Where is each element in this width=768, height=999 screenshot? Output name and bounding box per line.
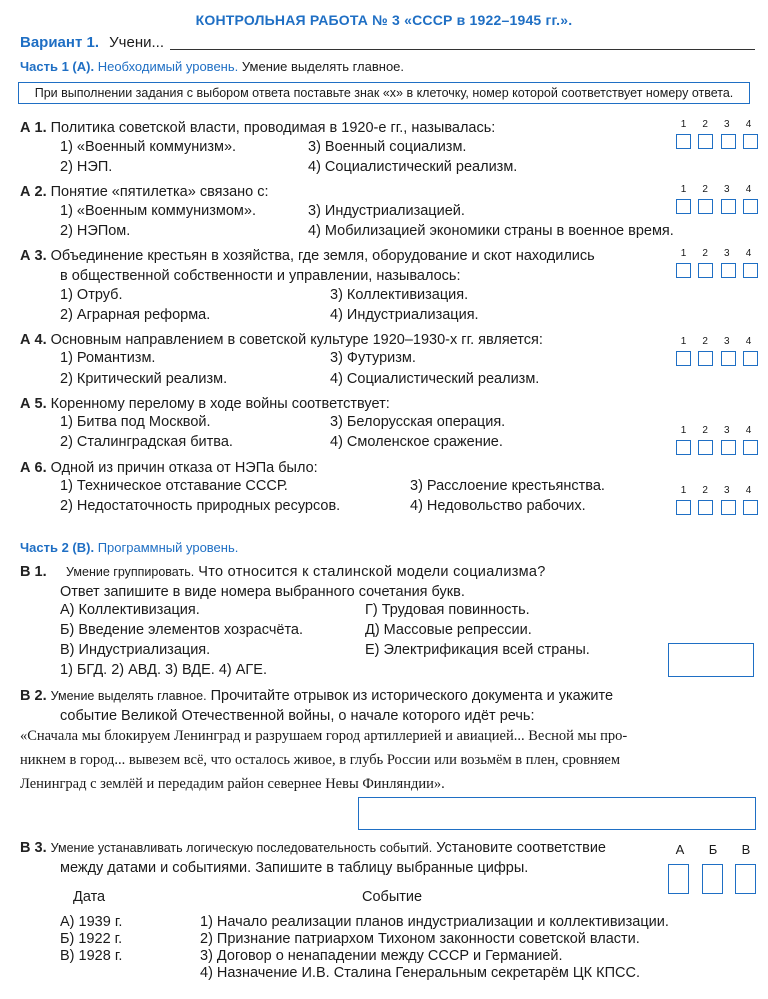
option: 4) Недовольство рабочих. [410, 498, 586, 514]
answer-letter: А [675, 842, 685, 857]
answer-number: 4 [745, 248, 752, 259]
instruction-box: При выполнении задания с выбором ответа поставьте знак «х» в клеточку, номер которой соответствует номеру ответа. [18, 82, 750, 104]
answer-number: 3 [724, 485, 730, 496]
answer-numbers-a4 [675, 336, 757, 347]
part1-heading [20, 59, 404, 74]
answer-table-b3 [668, 864, 756, 894]
option: Б) Введение элементов хозрасчёта. [60, 622, 304, 638]
question-text-cont: между датами и событиями. Запишите в таблицу выбранные цифры. [60, 860, 529, 876]
part2-heading [20, 540, 238, 555]
answer-number: 2 [702, 485, 708, 496]
question-number: А 2. [20, 184, 47, 200]
question-b2 [20, 686, 613, 706]
option: 2) НЭПом. [60, 223, 131, 239]
answer-boxes-a5 [676, 440, 758, 455]
answer-combinations: 1) БГД. 2) АВД. 3) ВДЕ. 4) АГЕ. [60, 662, 267, 678]
question-skill: Умение устанавливать логическую последовательность событий. [50, 841, 433, 855]
option: 1) Битва под Москвой. [60, 414, 211, 430]
option: 3) Индустриализацией. [308, 203, 465, 219]
question-a6 [20, 458, 318, 478]
answer-number: 1 [680, 336, 687, 347]
option: 4) Социалистический реализм. [330, 371, 540, 387]
answer-number: 1 [680, 119, 687, 130]
answer-number: 3 [724, 119, 730, 130]
answer-numbers-a1 [675, 119, 757, 130]
option: 4) Мобилизацией экономики страны в военное время. [308, 223, 674, 239]
answer-checkbox-4[interactable] [743, 440, 758, 455]
option: 3) Военный социализм. [308, 139, 467, 155]
question-a3 [20, 246, 595, 266]
option: 1) «Военным коммунизмом». [60, 203, 256, 219]
answer-cell-b[interactable] [702, 864, 723, 894]
answer-number: 4 [745, 336, 752, 347]
dates-list [60, 914, 122, 965]
option: 1) Техническое отставание СССР. [60, 478, 288, 494]
question-text-cont: в общественной собственности и управлении, называлось: [60, 268, 461, 284]
question-text: Коренному перелому в ходе войны соответствует: [50, 396, 390, 412]
answer-checkbox-2[interactable] [698, 134, 713, 149]
answer-number: 1 [680, 248, 687, 259]
part2-level: Программный уровень. [97, 540, 239, 555]
option: В) Индустриализация. [60, 642, 211, 658]
question-number: А 5. [20, 396, 47, 412]
answer-checkbox-2[interactable] [698, 199, 713, 214]
answer-letter: Б [708, 842, 718, 857]
question-number: А 3. [20, 248, 47, 264]
option: Д) Массовые репрессии. [365, 622, 532, 638]
answer-field-b2[interactable] [358, 797, 756, 830]
option: 4) Смоленское сражение. [330, 434, 503, 450]
quote-line: «Сначала мы блокируем Ленинград и разрушаем город артиллерией и авиацией... Весной мы про- [20, 728, 628, 744]
question-number: А 4. [20, 332, 47, 348]
event-item: 1) Начало реализации планов индустриализации и коллективизации. [200, 914, 669, 930]
question-a2 [20, 182, 269, 202]
quote-line: Ленинград с землёй и передадим район севернее Невы Финляндии». [20, 776, 445, 792]
column-header-event: Событие [362, 889, 423, 905]
answer-numbers-a2 [675, 184, 757, 195]
option: 2) Сталинградская битва. [60, 434, 233, 450]
answer-number: 3 [724, 425, 730, 436]
question-skill: Умение выделять главное. [50, 689, 207, 703]
answer-checkbox-3[interactable] [721, 134, 736, 149]
question-text: Объединение крестьян в хозяйства, где земля, оборудование и скот находились [50, 248, 595, 264]
question-text: Прочитайте отрывок из исторического документа и укажите [210, 688, 614, 704]
option: 4) Социалистический реализм. [308, 159, 518, 175]
answer-checkbox-2[interactable] [698, 500, 713, 515]
question-number: А 6. [20, 460, 47, 476]
answer-number: 3 [724, 184, 730, 195]
question-b1 [20, 562, 660, 582]
answer-checkbox-4[interactable] [743, 500, 758, 515]
answer-checkbox-1[interactable] [676, 351, 691, 366]
column-header-date: Дата [73, 889, 106, 905]
question-text-cont: Ответ запишите в виде номера выбранного сочетания букв. [60, 584, 465, 600]
option: 1) Романтизм. [60, 350, 156, 366]
answer-letter: В [741, 842, 751, 857]
answer-number: 2 [702, 184, 708, 195]
answer-checkbox-2[interactable] [698, 351, 713, 366]
answer-cell-v[interactable] [735, 864, 756, 894]
date-item: А) 1939 г. [60, 914, 123, 930]
date-item: В) 1928 г. [60, 948, 123, 964]
answer-letters [670, 842, 756, 857]
answer-numbers-a5 [675, 425, 757, 436]
answer-checkbox-3[interactable] [721, 263, 736, 278]
student-label: Учени... [109, 34, 165, 51]
answer-cell-a[interactable] [668, 864, 689, 894]
question-text: Понятие «пятилетка» связано с: [50, 184, 269, 200]
answer-boxes-a1 [676, 134, 758, 149]
part1-level: Необходимый уровень. [97, 59, 239, 74]
part1-skill: Умение выделять главное. [241, 59, 405, 74]
event-item: 2) Признание патриархом Тихоном законности советской власти. [200, 931, 640, 947]
answer-checkbox-4[interactable] [743, 263, 758, 278]
answer-number: 4 [745, 119, 752, 130]
answer-number: 2 [702, 119, 708, 130]
question-text-cont: событие Великой Отечественной войны, о начале которого идёт речь: [60, 708, 535, 724]
question-text: Одной из причин отказа от НЭПа было: [50, 460, 318, 476]
event-item: 3) Договор о ненападении между СССР и Германией. [200, 948, 563, 964]
option: 3) Белорусская операция. [330, 414, 506, 430]
variant-line [20, 34, 164, 51]
option: 3) Футуризм. [330, 350, 416, 366]
answer-checkbox-1[interactable] [676, 440, 691, 455]
option: А) Коллективизация. [60, 602, 200, 618]
answer-number: 3 [724, 336, 730, 347]
question-skill: Умение группировать. [66, 565, 195, 579]
answer-checkbox-1[interactable] [676, 134, 691, 149]
document-quote [20, 724, 756, 796]
answer-checkbox-3[interactable] [721, 500, 736, 515]
question-text: Установите соответствие [436, 840, 606, 856]
events-list [200, 914, 669, 982]
event-item: 4) Назначение И.В. Сталина Генеральным секретарём ЦК КПСС. [200, 965, 640, 981]
answer-number: 2 [702, 425, 708, 436]
question-text: Политика советской власти, проводимая в 1920-е гг., называлась: [50, 120, 496, 136]
answer-numbers-a6 [675, 485, 757, 496]
student-name-underline[interactable] [170, 49, 755, 50]
question-number: А 1. [20, 120, 47, 136]
part2-label: Часть 2 (В). [20, 540, 95, 555]
question-number: В 2. [20, 688, 47, 704]
answer-number: 1 [680, 425, 687, 436]
option: Е) Электрификация всей страны. [365, 642, 590, 658]
option: Г) Трудовая повинность. [365, 602, 530, 618]
page-title: КОНТРОЛЬНАЯ РАБОТА № 3 «СССР в 1922–1945 гг.». [195, 12, 573, 28]
answer-number: 4 [745, 485, 752, 496]
question-a4 [20, 330, 543, 350]
answer-number: 4 [745, 425, 752, 436]
answer-checkbox-1[interactable] [676, 263, 691, 278]
answer-checkbox-3[interactable] [721, 440, 736, 455]
option: 2) НЭП. [60, 159, 113, 175]
answer-checkbox-4[interactable] [743, 134, 758, 149]
answer-checkbox-3[interactable] [721, 351, 736, 366]
answer-boxes-a4 [676, 351, 758, 366]
answer-checkbox-2[interactable] [698, 263, 713, 278]
answer-field-b1[interactable] [668, 643, 754, 677]
question-a5 [20, 394, 390, 414]
answer-checkbox-1[interactable] [676, 199, 691, 214]
answer-checkbox-3[interactable] [721, 199, 736, 214]
answer-checkbox-4[interactable] [743, 351, 758, 366]
answer-number: 1 [680, 485, 687, 496]
date-item: Б) 1922 г. [60, 931, 123, 947]
question-b3 [20, 838, 650, 858]
question-number: В 1. [20, 564, 47, 580]
question-text: Основным направлением в советской культуре 1920–1930-х гг. является: [50, 332, 543, 348]
variant-label: Вариант 1. [20, 34, 99, 51]
answer-number: 3 [724, 248, 730, 259]
option: 3) Коллективизация. [330, 287, 469, 303]
answer-boxes-a3 [676, 263, 758, 278]
option: 1) Отруб. [60, 287, 123, 303]
answer-numbers-a3 [675, 248, 757, 259]
question-number: В 3. [20, 840, 47, 856]
answer-boxes-a2 [676, 199, 758, 214]
quote-line: никнем в город... вывезем всё, что осталось живое, в глубь России или возьмём в плен, сровняем [20, 752, 621, 768]
answer-number: 1 [680, 184, 687, 195]
answer-boxes-a6 [676, 500, 758, 515]
option: 4) Индустриализация. [330, 307, 479, 323]
question-a1 [20, 118, 495, 138]
answer-number: 2 [702, 336, 708, 347]
option: 2) Критический реализм. [60, 371, 228, 387]
answer-checkbox-2[interactable] [698, 440, 713, 455]
option: 2) Недостаточность природных ресурсов. [60, 498, 341, 514]
answer-checkbox-1[interactable] [676, 500, 691, 515]
part1-label: Часть 1 (А). [20, 59, 95, 74]
answer-number: 4 [745, 184, 752, 195]
answer-number: 2 [702, 248, 708, 259]
option: 2) Аграрная реформа. [60, 307, 211, 323]
option: 3) Расслоение крестьянства. [410, 478, 605, 494]
question-text: Что относится к сталинской модели социализма? [198, 564, 546, 580]
option: 1) «Военный коммунизм». [60, 139, 237, 155]
answer-checkbox-4[interactable] [743, 199, 758, 214]
